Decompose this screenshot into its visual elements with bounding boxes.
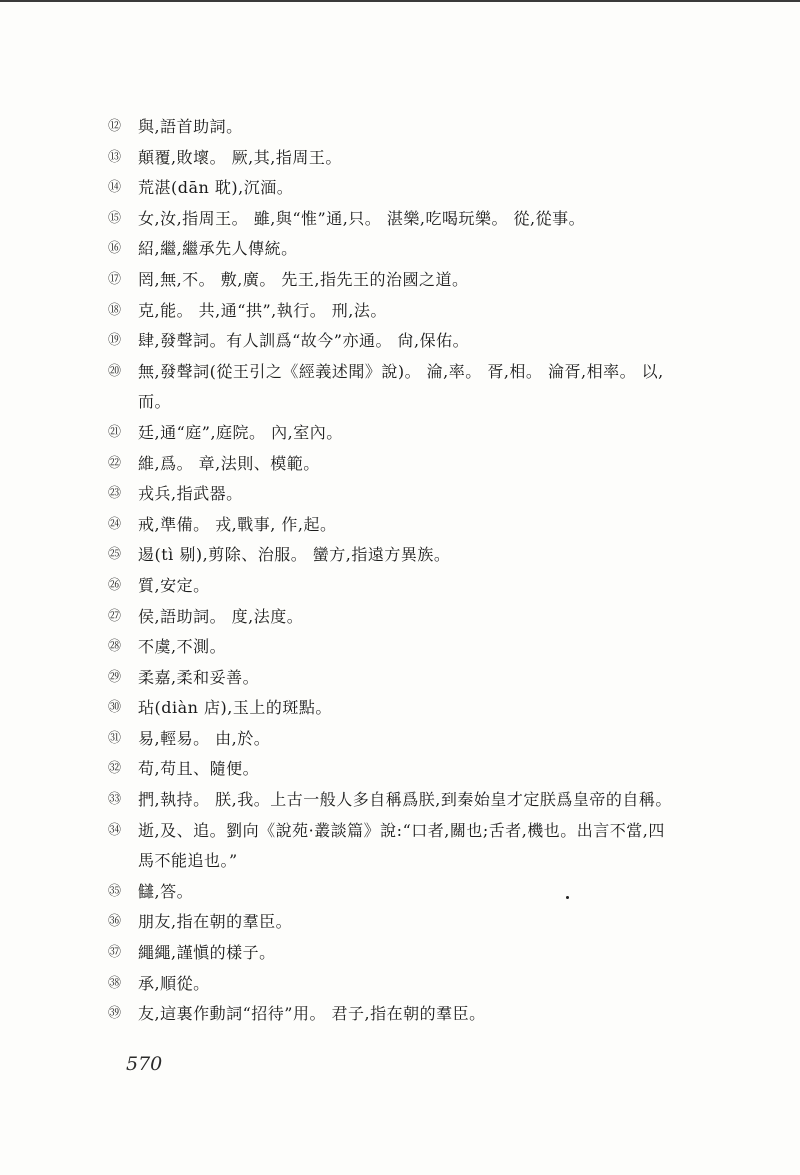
annotation-text: 承,順從。 [138,973,210,993]
annotation-item [108,969,678,1000]
annotation-text: 維,爲。 章,法則、模範。 [138,453,320,473]
annotation-text: 紹,繼,繼承先人傳統。 [138,239,298,259]
annotation-item [108,449,678,480]
annotation-number: ⑰ [108,271,122,287]
annotation-number: ㉖ [108,577,122,593]
annotation-text: 質,安定。 [138,575,210,595]
annotation-item [108,724,678,755]
annotation-text: 易,輕易。 由,於。 [138,728,271,748]
annotation-number: ㉜ [108,761,122,777]
annotation-number: ㉑ [108,424,122,440]
annotation-text: 朋友,指在朝的羣臣。 [138,912,293,932]
annotation-number: ⑮ [108,210,122,226]
annotation-text: 逷(tì 剔),剪除、治服。 蠻方,指遠方異族。 [138,545,451,565]
annotation-text: 顛覆,敗壞。 厥,其,指周王。 [138,147,342,167]
annotation-text: 柔嘉,柔和妥善。 [138,667,260,687]
annotation-item [108,296,678,327]
annotation-text: 廷,通“庭”,庭院。 內,室內。 [138,422,343,442]
annotation-number: ㉘ [108,639,122,655]
top-border-rule [0,0,800,2]
annotation-item [108,877,678,908]
print-speck [566,896,569,899]
annotation-text: 苟,苟且、隨便。 [138,759,260,779]
annotation-text: 罔,無,不。 敷,廣。 先王,指先王的治國之道。 [138,269,469,289]
annotation-number: ⑭ [108,180,122,196]
annotation-item [108,754,678,785]
annotation-item [108,693,678,724]
annotation-item [108,510,678,541]
annotation-item [108,540,678,571]
annotation-number: ⑯ [108,241,122,257]
annotation-number: ⑫ [108,119,122,134]
annotation-text: 戎兵,指武器。 [138,484,243,504]
annotation-item [108,816,678,877]
annotation-item [108,938,678,969]
annotation-item [108,663,678,694]
annotation-text: 玷(diàn 店),玉上的斑點。 [138,698,332,718]
annotation-item [108,143,678,174]
annotation-number: ㊱ [108,914,122,930]
annotation-text: 荒湛(dān 耽),沉湎。 [138,178,294,198]
annotation-text: 讎,答。 [138,881,194,901]
annotation-number: ⑬ [108,149,122,165]
annotation-item [108,326,678,357]
annotation-number: ㉛ [108,730,122,746]
annotation-number: ㊳ [108,975,122,991]
annotation-number: ⑳ [108,363,122,379]
annotation-number: ㊴ [108,1006,122,1022]
annotation-number: ㉝ [108,792,122,808]
annotation-item [108,204,678,235]
annotation-item [108,112,678,143]
annotation-text: 不虞,不測。 [138,637,227,657]
annotation-item [108,632,678,663]
annotation-text: 戒,準備。 戎,戰事, 作,起。 [138,514,337,534]
annotation-number: ㉙ [108,669,122,685]
annotation-item [108,571,678,602]
annotation-number: ㉒ [108,455,122,471]
annotation-item [108,418,678,449]
annotation-text: 與,語首助詞。 [138,117,243,136]
annotation-number: ㉟ [108,883,122,899]
annotation-item [108,907,678,938]
annotation-number: ㊲ [108,945,122,961]
annotation-item [108,785,678,816]
annotation-text: 無,發聲詞(從王引之《經義述聞》說)。 淪,率。 胥,相。 淪胥,相率。 以,而。 [138,361,664,412]
annotation-item [108,479,678,510]
annotation-text: 侯,語助詞。 度,法度。 [138,606,304,626]
annotation-text: 繩繩,謹愼的樣子。 [138,943,276,963]
page-number: 570 [126,1053,163,1075]
annotation-text: 女,汝,指周王。 雖,與“惟”通,只。 湛樂,吃喝玩樂。 從,從事。 [138,208,586,228]
annotation-number: ㉔ [108,516,122,532]
annotation-item [108,265,678,296]
annotation-item [108,173,678,204]
annotation-number: ㉗ [108,608,122,624]
annotation-item [108,999,678,1030]
annotation-number: ㉓ [108,486,122,502]
annotation-item [108,234,678,265]
annotation-number: ⑲ [108,333,122,349]
annotation-text: 友,這裏作動詞“招待”用。 君子,指在朝的羣臣。 [138,1004,486,1024]
annotation-list [108,112,678,1030]
annotation-number: ㉞ [108,822,122,838]
annotation-number: ⑱ [108,302,122,318]
annotation-text: 克,能。 共,通“拱”,執行。 刑,法。 [138,300,387,320]
annotation-text: 肆,發聲詞。有人訓爲“故今”亦通。 尙,保佑。 [138,331,470,351]
annotation-number: ㉕ [108,547,122,563]
annotation-item [108,602,678,633]
annotation-text: 捫,執持。 朕,我。上古一般人多自稱爲朕,到秦始皇才定朕爲皇帝的自稱。 [138,790,672,810]
annotation-number: ㉚ [108,700,122,716]
annotation-item [108,357,678,418]
annotation-text: 逝,及、追。劉向《說苑·叢談篇》說:“口者,關也;舌者,機也。出言不當,四馬不能追也。” [138,820,665,871]
